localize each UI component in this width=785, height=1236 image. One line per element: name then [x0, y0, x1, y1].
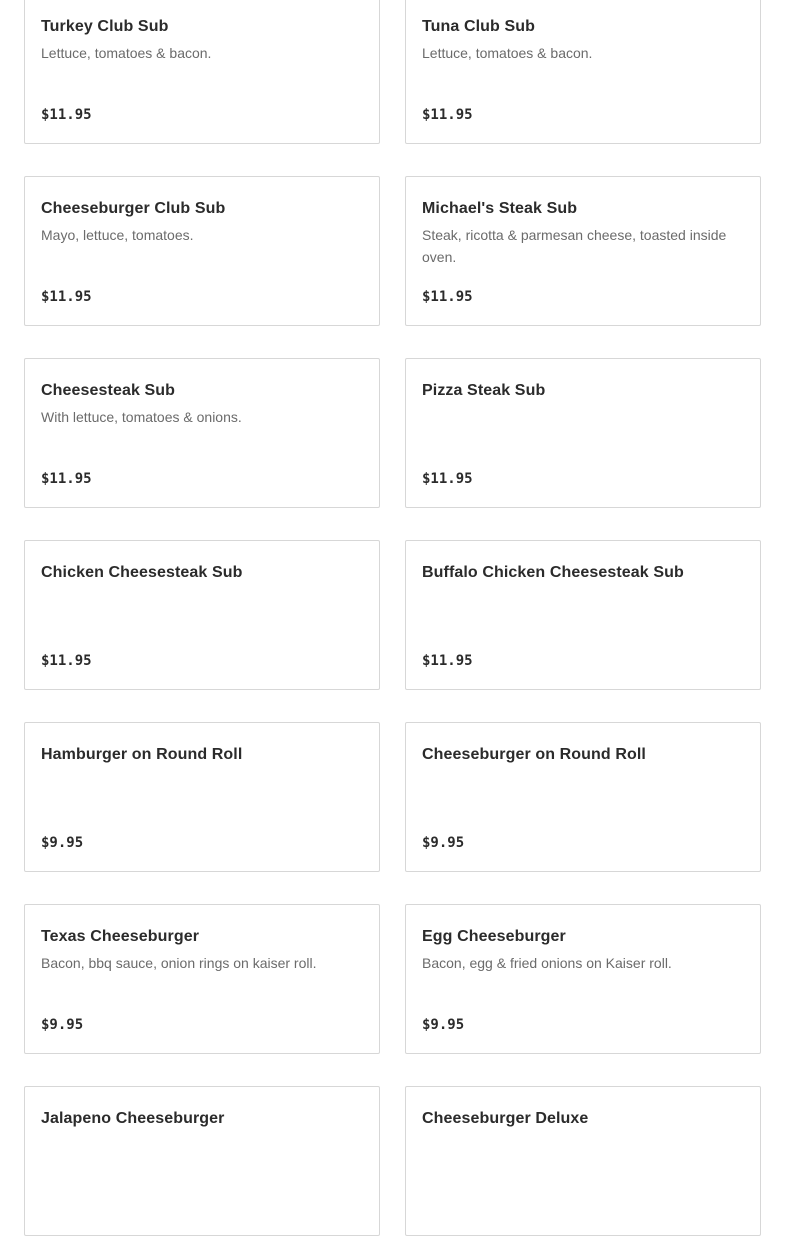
menu-item-description: Lettuce, tomatoes & bacon. [422, 45, 593, 61]
menu-item-name: Egg Cheeseburger [422, 928, 566, 945]
menu-item-card[interactable] [24, 0, 380, 144]
menu-item-description: Lettuce, tomatoes & bacon. [41, 45, 212, 61]
menu-item-name: Buffalo Chicken Cheesesteak Sub [422, 564, 684, 581]
menu-item-price: $11.95 [422, 653, 473, 669]
menu-item-name: Michael's Steak Sub [422, 200, 578, 217]
menu-items-grid [24, 0, 761, 1236]
menu-item-name: Cheesesteak Sub [41, 382, 176, 399]
menu-item-name: Cheeseburger on Round Roll [422, 746, 646, 763]
menu-item-price: $11.95 [422, 471, 473, 487]
menu-item-description: Bacon, egg & fried onions on Kaiser roll. [422, 955, 672, 971]
menu-item-card[interactable] [405, 0, 761, 144]
menu-item-name: Pizza Steak Sub [422, 382, 546, 399]
menu-item-price: $11.95 [422, 289, 473, 305]
menu-item-price: $9.95 [422, 1017, 465, 1033]
menu-item-card[interactable] [405, 540, 761, 690]
menu-item-name: Cheeseburger Club Sub [41, 200, 226, 217]
menu-item-description: Bacon, bbq sauce, onion rings on kaiser roll. [41, 955, 317, 971]
menu-item-description: Steak, ricotta & parmesan cheese, toasted inside oven. [422, 227, 727, 265]
menu-item-price: $11.95 [41, 107, 92, 123]
menu-item-name: Chicken Cheesesteak Sub [41, 564, 243, 581]
menu-item-price: $11.95 [41, 653, 92, 669]
menu-item-description: With lettuce, tomatoes & onions. [41, 409, 242, 425]
menu-item-name: Texas Cheeseburger [41, 928, 200, 945]
menu-item-price: $11.95 [41, 471, 92, 487]
menu-item-card[interactable] [24, 722, 380, 872]
menu-item-price: $9.95 [422, 835, 465, 851]
menu-item-card[interactable] [405, 722, 761, 872]
menu-item-name: Hamburger on Round Roll [41, 746, 243, 763]
menu-item-description: Mayo, lettuce, tomatoes. [41, 227, 194, 243]
menu-item-card[interactable] [405, 904, 761, 1054]
menu-item-card[interactable] [405, 358, 761, 508]
menu-item-price: $11.95 [41, 289, 92, 305]
menu-item-card[interactable] [24, 540, 380, 690]
menu-item-card[interactable] [24, 176, 380, 326]
menu-item-name: Turkey Club Sub [41, 18, 169, 35]
menu-item-card[interactable] [24, 904, 380, 1054]
menu-item-card[interactable] [24, 358, 380, 508]
menu-item-name: Jalapeno Cheeseburger [41, 1110, 225, 1127]
menu-item-name: Tuna Club Sub [422, 18, 535, 35]
menu-item-price: $9.95 [41, 835, 84, 851]
menu-item-card[interactable] [405, 1086, 761, 1236]
menu-item-price: $9.95 [41, 1017, 84, 1033]
menu-item-card[interactable] [24, 1086, 380, 1236]
menu-item-name: Cheeseburger Deluxe [422, 1110, 589, 1127]
menu-item-price: $11.95 [422, 107, 473, 123]
menu-item-card[interactable] [405, 176, 761, 326]
